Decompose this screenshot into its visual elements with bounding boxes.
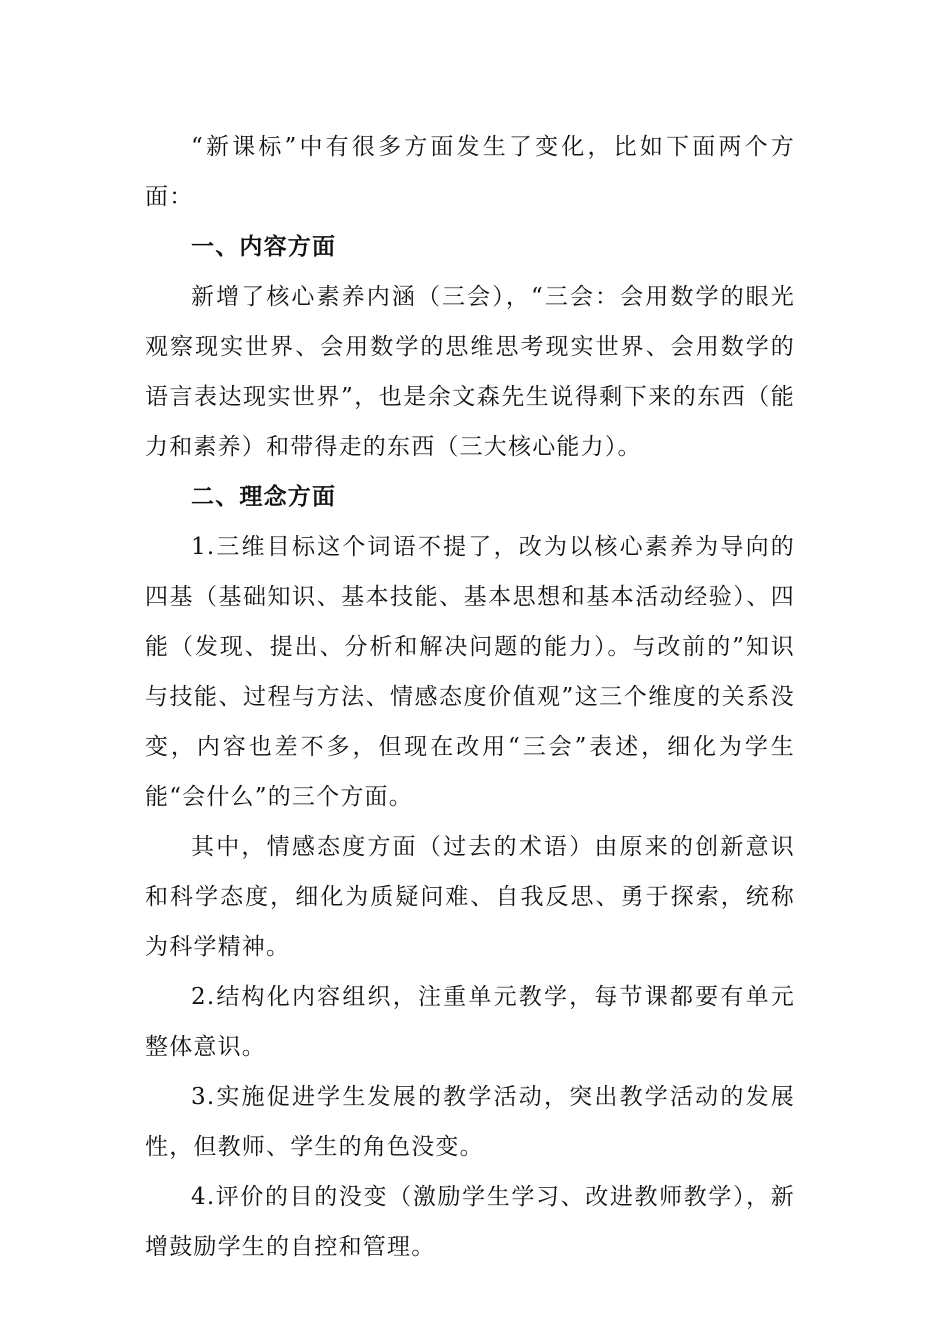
section2-item-3: 3.实施促进学生发展的教学活动，突出教学活动的发展性，但教师、学生的角色没变。 — [145, 1084, 795, 1160]
section2-item-4: 4.评价的目的没变（激励学生学习、改进教师教学），新增鼓励学生的自控和管理。 — [145, 1184, 795, 1260]
section2-item-2: 2.结构化内容组织，注重单元教学，每节课都要有单元整体意识。 — [145, 984, 795, 1060]
section1-heading: 一、内容方面 — [191, 233, 337, 260]
section2-heading: 二、理念方面 — [191, 483, 337, 510]
section1-paragraph: 新增了核心素养内涵（三会），“三会：会用数学的眼光观察现实世界、会用数学的思维思考现实世界、会用数学的语言表达现实世界”，也是余文森先生说得剩下来的东西（能力和素养）和带得走的东西（三大核心能力）。 — [145, 284, 795, 460]
intro-paragraph: “新课标”中有很多方面发生了变化，比如下面两个方面： — [145, 134, 795, 210]
document-body — [145, 122, 795, 1272]
section2-item-1: 1.三维目标这个词语不提了，改为以核心素养为导向的四基（基础知识、基本技能、基本思想和基本活动经验）、四能（发现、提出、分析和解决问题的能力）。与改前的”知识与技能、过程与方法、情感态度价值观”这三个维度的关系没变，内容也差不多，但现在改用“三会”表述，细化为学生能“会什么”的三个方面。 — [145, 534, 795, 810]
section2-item-note: 其中，情感态度方面（过去的术语）由原来的创新意识和科学态度，细化为质疑问难、自我反思、勇于探索，统称为科学精神。 — [145, 834, 795, 960]
